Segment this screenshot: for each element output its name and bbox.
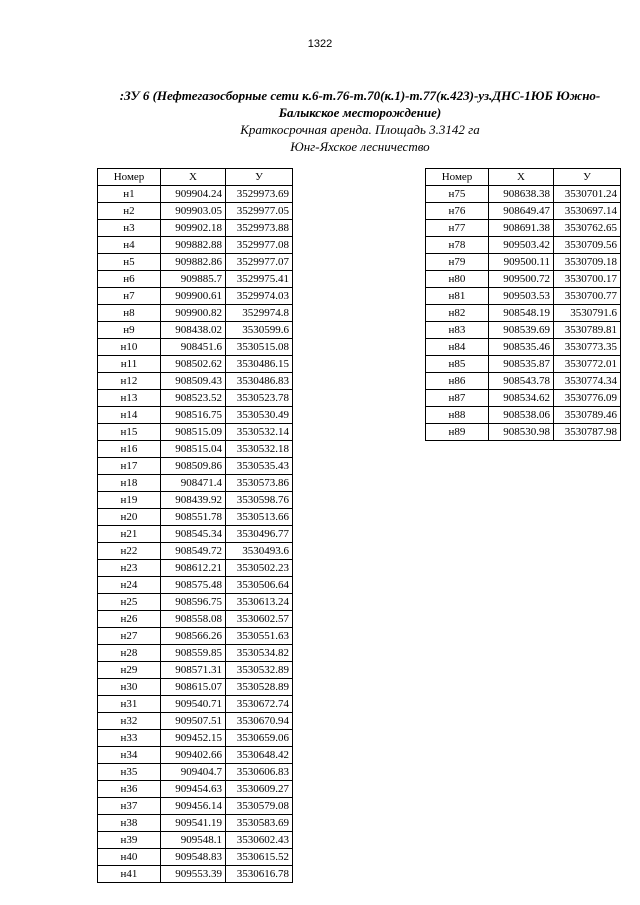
table-row — [98, 271, 293, 288]
y-coordinate-cell: 3529973.69 — [226, 186, 293, 203]
y-coordinate-cell: 3530672.74 — [226, 696, 293, 713]
y-coordinate-cell: 3530532.89 — [226, 662, 293, 679]
point-number-cell: н18 — [98, 475, 161, 492]
table-row — [426, 356, 621, 373]
table-header-row — [98, 169, 293, 186]
table-row — [98, 764, 293, 781]
x-coordinate-cell: 908566.26 — [161, 628, 226, 645]
table-row — [98, 220, 293, 237]
y-coordinate-cell: 3530700.17 — [554, 271, 621, 288]
table-row — [98, 305, 293, 322]
x-coordinate-cell: 908549.72 — [161, 543, 226, 560]
x-coordinate-cell: 908615.07 — [161, 679, 226, 696]
table-row — [98, 203, 293, 220]
y-coordinate-cell: 3530776.09 — [554, 390, 621, 407]
table-row — [98, 492, 293, 509]
y-coordinate-cell: 3530697.14 — [554, 203, 621, 220]
y-coordinate-cell: 3530486.83 — [226, 373, 293, 390]
x-coordinate-cell: 908509.86 — [161, 458, 226, 475]
x-coordinate-cell: 908571.31 — [161, 662, 226, 679]
x-coordinate-cell: 909885.7 — [161, 271, 226, 288]
column-header-number: Номер — [426, 169, 489, 186]
point-number-cell: н17 — [98, 458, 161, 475]
point-number-cell: н2 — [98, 203, 161, 220]
y-coordinate-cell: 3530789.81 — [554, 322, 621, 339]
y-coordinate-cell: 3530616.78 — [226, 866, 293, 883]
table-row — [98, 441, 293, 458]
x-coordinate-cell: 909904.24 — [161, 186, 226, 203]
y-coordinate-cell: 3529977.07 — [226, 254, 293, 271]
table-row — [98, 475, 293, 492]
table-row — [98, 543, 293, 560]
table-row — [98, 866, 293, 883]
x-coordinate-cell: 909503.53 — [489, 288, 554, 305]
x-coordinate-cell: 909553.39 — [161, 866, 226, 883]
point-number-cell: н22 — [98, 543, 161, 560]
lease-area-subtitle: Краткосрочная аренда. Площадь 3.3142 га — [240, 122, 480, 137]
x-coordinate-cell: 909548.1 — [161, 832, 226, 849]
table-row — [98, 577, 293, 594]
point-number-cell: н26 — [98, 611, 161, 628]
x-coordinate-cell: 909882.88 — [161, 237, 226, 254]
y-coordinate-cell: 3530602.57 — [226, 611, 293, 628]
x-coordinate-cell: 908523.52 — [161, 390, 226, 407]
y-coordinate-cell: 3530528.89 — [226, 679, 293, 696]
point-number-cell: н84 — [426, 339, 489, 356]
point-number-cell: н87 — [426, 390, 489, 407]
x-coordinate-cell: 908559.85 — [161, 645, 226, 662]
table-row — [426, 339, 621, 356]
x-coordinate-cell: 908534.62 — [489, 390, 554, 407]
table-row — [426, 271, 621, 288]
y-coordinate-cell: 3530493.6 — [226, 543, 293, 560]
y-coordinate-cell: 3530579.08 — [226, 798, 293, 815]
point-number-cell: н4 — [98, 237, 161, 254]
point-number-cell: н35 — [98, 764, 161, 781]
y-coordinate-cell: 3530659.06 — [226, 730, 293, 747]
y-coordinate-cell: 3530774.34 — [554, 373, 621, 390]
x-coordinate-cell: 909503.42 — [489, 237, 554, 254]
x-coordinate-cell: 908516.75 — [161, 407, 226, 424]
table-row — [98, 373, 293, 390]
table-row — [98, 424, 293, 441]
point-number-cell: н31 — [98, 696, 161, 713]
point-number-cell: н9 — [98, 322, 161, 339]
table-row — [98, 679, 293, 696]
y-coordinate-cell: 3530515.08 — [226, 339, 293, 356]
x-coordinate-cell: 908612.21 — [161, 560, 226, 577]
table-row — [426, 390, 621, 407]
point-number-cell: н36 — [98, 781, 161, 798]
y-coordinate-cell: 3530496.77 — [226, 526, 293, 543]
document-title-line-1: :ЗУ 6 (Нефтегазосборные сети к.6-т.76-т.70(к.1)-т.77(к.423)-уз.ДНС-1ЮБ Южно- — [119, 88, 601, 103]
x-coordinate-cell: 909902.18 — [161, 220, 226, 237]
point-number-cell: н78 — [426, 237, 489, 254]
y-coordinate-cell: 3530609.27 — [226, 781, 293, 798]
y-coordinate-cell: 3529975.41 — [226, 271, 293, 288]
y-coordinate-cell: 3530772.01 — [554, 356, 621, 373]
forestry-subtitle: Юнг-Яхское лесничество — [290, 139, 430, 154]
x-coordinate-cell: 908551.78 — [161, 509, 226, 526]
point-number-cell: н81 — [426, 288, 489, 305]
y-coordinate-cell: 3530789.46 — [554, 407, 621, 424]
y-coordinate-cell: 3530670.94 — [226, 713, 293, 730]
title-block — [100, 87, 620, 155]
table-row — [98, 356, 293, 373]
y-coordinate-cell: 3530573.86 — [226, 475, 293, 492]
table-row — [98, 560, 293, 577]
point-number-cell: н19 — [98, 492, 161, 509]
x-coordinate-cell: 909882.86 — [161, 254, 226, 271]
point-number-cell: н1 — [98, 186, 161, 203]
y-coordinate-cell: 3530613.24 — [226, 594, 293, 611]
coordinates-table-left — [97, 168, 293, 883]
y-coordinate-cell: 3529974.03 — [226, 288, 293, 305]
y-coordinate-cell: 3530583.69 — [226, 815, 293, 832]
point-number-cell: н76 — [426, 203, 489, 220]
point-number-cell: н13 — [98, 390, 161, 407]
table-row — [98, 186, 293, 203]
x-coordinate-cell: 908439.92 — [161, 492, 226, 509]
table-row — [98, 645, 293, 662]
point-number-cell: н15 — [98, 424, 161, 441]
table-row — [98, 288, 293, 305]
table-row — [426, 288, 621, 305]
point-number-cell: н82 — [426, 305, 489, 322]
x-coordinate-cell: 908438.02 — [161, 322, 226, 339]
y-coordinate-cell: 3530513.66 — [226, 509, 293, 526]
y-coordinate-cell: 3530791.6 — [554, 305, 621, 322]
table-row — [98, 390, 293, 407]
table-row — [98, 407, 293, 424]
column-header-y: У — [554, 169, 621, 186]
column-header-x: X — [489, 169, 554, 186]
table-row — [98, 628, 293, 645]
point-number-cell: н20 — [98, 509, 161, 526]
x-coordinate-cell: 908509.43 — [161, 373, 226, 390]
table-row — [98, 730, 293, 747]
x-coordinate-cell: 909541.19 — [161, 815, 226, 832]
x-coordinate-cell: 908538.06 — [489, 407, 554, 424]
point-number-cell: н14 — [98, 407, 161, 424]
page-number: 1322 — [307, 38, 333, 50]
point-number-cell: н30 — [98, 679, 161, 696]
point-number-cell: н27 — [98, 628, 161, 645]
x-coordinate-cell: 908530.98 — [489, 424, 554, 441]
point-number-cell: н38 — [98, 815, 161, 832]
y-coordinate-cell: 3530709.56 — [554, 237, 621, 254]
document-title-line-2: Балыкское месторождение) — [278, 105, 442, 120]
table-row — [98, 798, 293, 815]
x-coordinate-cell: 908575.48 — [161, 577, 226, 594]
table-row — [98, 254, 293, 271]
x-coordinate-cell: 909900.82 — [161, 305, 226, 322]
y-coordinate-cell: 3530700.77 — [554, 288, 621, 305]
y-coordinate-cell: 3530606.83 — [226, 764, 293, 781]
table-row — [98, 747, 293, 764]
table-row — [98, 594, 293, 611]
table-row — [426, 220, 621, 237]
table-row — [98, 781, 293, 798]
x-coordinate-cell: 908558.08 — [161, 611, 226, 628]
table-row — [426, 424, 621, 441]
x-coordinate-cell: 908535.46 — [489, 339, 554, 356]
y-coordinate-cell: 3530648.42 — [226, 747, 293, 764]
y-coordinate-cell: 3530532.14 — [226, 424, 293, 441]
point-number-cell: н25 — [98, 594, 161, 611]
y-coordinate-cell: 3530530.49 — [226, 407, 293, 424]
x-coordinate-cell: 908515.04 — [161, 441, 226, 458]
point-number-cell: н11 — [98, 356, 161, 373]
x-coordinate-cell: 908502.62 — [161, 356, 226, 373]
point-number-cell: н88 — [426, 407, 489, 424]
point-number-cell: н79 — [426, 254, 489, 271]
point-number-cell: н83 — [426, 322, 489, 339]
point-number-cell: н77 — [426, 220, 489, 237]
x-coordinate-cell: 909540.71 — [161, 696, 226, 713]
point-number-cell: н89 — [426, 424, 489, 441]
point-number-cell: н7 — [98, 288, 161, 305]
table-row — [426, 237, 621, 254]
x-coordinate-cell: 909452.15 — [161, 730, 226, 747]
point-number-cell: н75 — [426, 186, 489, 203]
y-coordinate-cell: 3530551.63 — [226, 628, 293, 645]
y-coordinate-cell: 3530534.82 — [226, 645, 293, 662]
x-coordinate-cell: 909456.14 — [161, 798, 226, 815]
x-coordinate-cell: 908649.47 — [489, 203, 554, 220]
point-number-cell: н10 — [98, 339, 161, 356]
x-coordinate-cell: 908539.69 — [489, 322, 554, 339]
table-row — [426, 254, 621, 271]
table-row — [98, 339, 293, 356]
table-row — [426, 322, 621, 339]
point-number-cell: н16 — [98, 441, 161, 458]
table-row — [98, 237, 293, 254]
x-coordinate-cell: 908535.87 — [489, 356, 554, 373]
table-row — [426, 203, 621, 220]
y-coordinate-cell: 3530486.15 — [226, 356, 293, 373]
point-number-cell: н80 — [426, 271, 489, 288]
x-coordinate-cell: 908596.75 — [161, 594, 226, 611]
x-coordinate-cell: 908691.38 — [489, 220, 554, 237]
x-coordinate-cell: 908543.78 — [489, 373, 554, 390]
x-coordinate-cell: 908515.09 — [161, 424, 226, 441]
x-coordinate-cell: 908548.19 — [489, 305, 554, 322]
column-header-y: У — [226, 169, 293, 186]
x-coordinate-cell: 909500.72 — [489, 271, 554, 288]
table-row — [98, 815, 293, 832]
table-row — [98, 662, 293, 679]
y-coordinate-cell: 3530599.6 — [226, 322, 293, 339]
point-number-cell: н3 — [98, 220, 161, 237]
point-number-cell: н40 — [98, 849, 161, 866]
y-coordinate-cell: 3529974.8 — [226, 305, 293, 322]
y-coordinate-cell: 3530502.23 — [226, 560, 293, 577]
column-header-number: Номер — [98, 169, 161, 186]
x-coordinate-cell: 909402.66 — [161, 747, 226, 764]
point-number-cell: н28 — [98, 645, 161, 662]
x-coordinate-cell: 908451.6 — [161, 339, 226, 356]
table-row — [98, 526, 293, 543]
point-number-cell: н37 — [98, 798, 161, 815]
table-row — [98, 458, 293, 475]
point-number-cell: н21 — [98, 526, 161, 543]
table-row — [98, 849, 293, 866]
y-coordinate-cell: 3530773.35 — [554, 339, 621, 356]
y-coordinate-cell: 3529973.88 — [226, 220, 293, 237]
x-coordinate-cell: 909903.05 — [161, 203, 226, 220]
table-row — [98, 713, 293, 730]
y-coordinate-cell: 3530787.98 — [554, 424, 621, 441]
table-row — [426, 305, 621, 322]
point-number-cell: н6 — [98, 271, 161, 288]
table-row — [98, 509, 293, 526]
point-number-cell: н12 — [98, 373, 161, 390]
point-number-cell: н24 — [98, 577, 161, 594]
point-number-cell: н8 — [98, 305, 161, 322]
y-coordinate-cell: 3529977.08 — [226, 237, 293, 254]
point-number-cell: н29 — [98, 662, 161, 679]
point-number-cell: н5 — [98, 254, 161, 271]
table-row — [426, 407, 621, 424]
y-coordinate-cell: 3530532.18 — [226, 441, 293, 458]
x-coordinate-cell: 909500.11 — [489, 254, 554, 271]
table-row — [98, 696, 293, 713]
table-header-row — [426, 169, 621, 186]
y-coordinate-cell: 3530709.18 — [554, 254, 621, 271]
table-row — [426, 373, 621, 390]
point-number-cell: н34 — [98, 747, 161, 764]
table-row — [98, 322, 293, 339]
point-number-cell: н32 — [98, 713, 161, 730]
x-coordinate-cell: 909900.61 — [161, 288, 226, 305]
y-coordinate-cell: 3530602.43 — [226, 832, 293, 849]
point-number-cell: н33 — [98, 730, 161, 747]
x-coordinate-cell: 908545.34 — [161, 526, 226, 543]
y-coordinate-cell: 3530506.64 — [226, 577, 293, 594]
x-coordinate-cell: 909548.83 — [161, 849, 226, 866]
y-coordinate-cell: 3530535.43 — [226, 458, 293, 475]
table-row — [98, 611, 293, 628]
point-number-cell: н23 — [98, 560, 161, 577]
y-coordinate-cell: 3530598.76 — [226, 492, 293, 509]
x-coordinate-cell: 909404.7 — [161, 764, 226, 781]
y-coordinate-cell: 3530615.52 — [226, 849, 293, 866]
point-number-cell: н85 — [426, 356, 489, 373]
x-coordinate-cell: 908471.4 — [161, 475, 226, 492]
x-coordinate-cell: 909454.63 — [161, 781, 226, 798]
table-row — [98, 832, 293, 849]
column-header-x: X — [161, 169, 226, 186]
point-number-cell: н86 — [426, 373, 489, 390]
table-row — [426, 186, 621, 203]
point-number-cell: н41 — [98, 866, 161, 883]
y-coordinate-cell: 3530701.24 — [554, 186, 621, 203]
y-coordinate-cell: 3530762.65 — [554, 220, 621, 237]
x-coordinate-cell: 908638.38 — [489, 186, 554, 203]
coordinates-table-right — [425, 168, 621, 441]
y-coordinate-cell: 3529977.05 — [226, 203, 293, 220]
x-coordinate-cell: 909507.51 — [161, 713, 226, 730]
y-coordinate-cell: 3530523.78 — [226, 390, 293, 407]
point-number-cell: н39 — [98, 832, 161, 849]
